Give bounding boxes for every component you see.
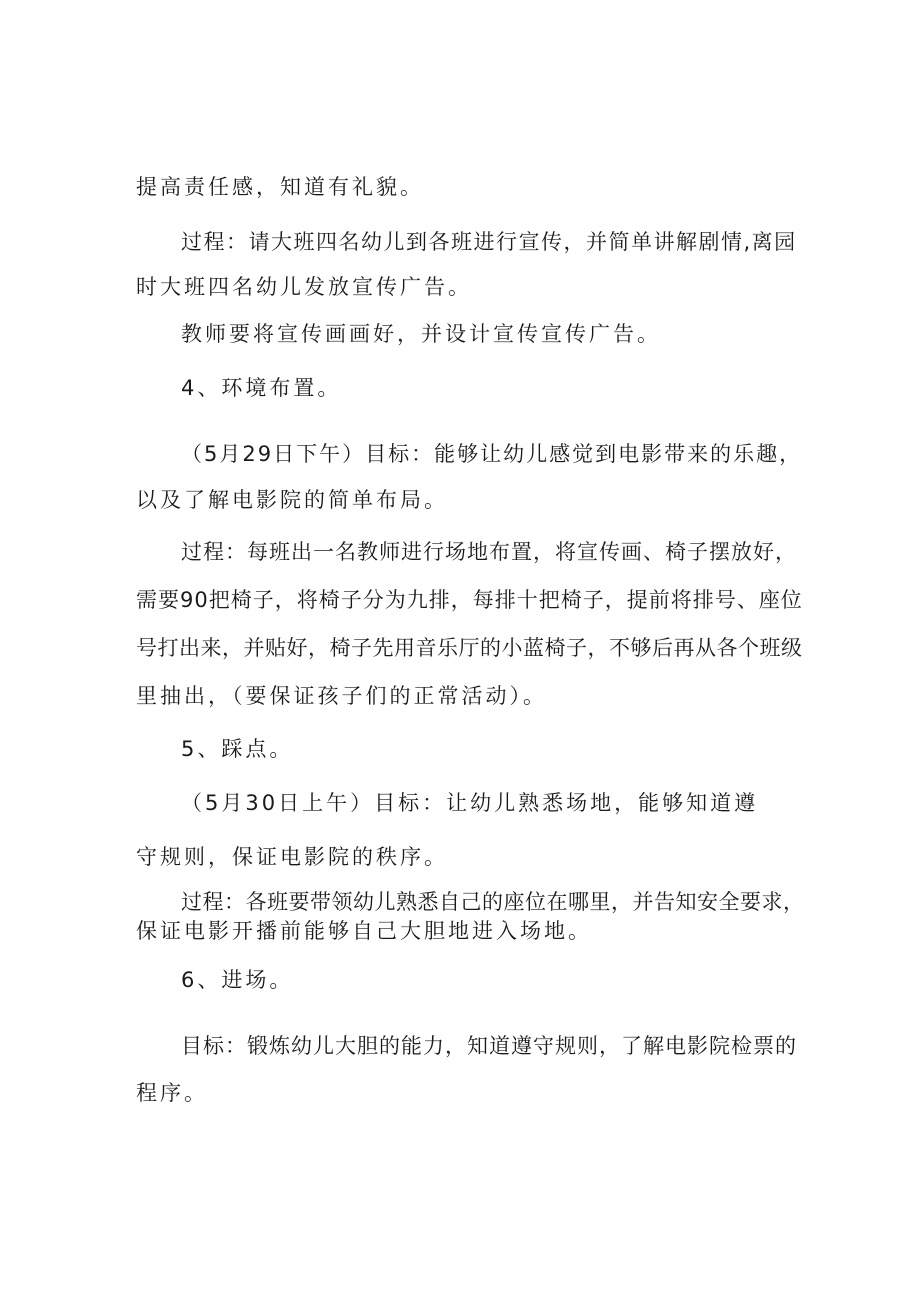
text-line: 过程：各班要带领幼儿熟悉自己的座位在哪里，并告知安全要求， [181,890,805,914]
section-heading: 4、环境布置。 [181,376,342,400]
text-line: 提高责任感，知道有礼貌。 [136,175,424,199]
text-line: 过程：每班出一名教师进行场地布置，将宣传画、椅子摆放好， [181,540,797,564]
text-line: 教师要将宣传画画好，并设计宣传宣传广告。 [181,322,661,346]
text-line: 里抽出，（要保证孩子们的正常活动）。 [136,684,547,708]
section-heading: 6、进场。 [181,968,294,992]
section-heading: 5、踩点。 [181,737,294,761]
text-line: 以及了解电影院的简单布局。 [136,488,448,512]
text-line: 需要90把椅子，将椅子分为九排，每排十把椅子，提前将排号、座位 [136,588,803,612]
text-line: 保证电影开播前能够自己大胆地进入场地。 [136,919,592,943]
text-line: 守规则，保证电影院的秩序。 [136,845,448,869]
text-line: 时大班四名幼儿发放宣传广告。 [136,275,472,299]
text-line: （5月29日下午）目标：能够让幼儿感觉到电影带来的乐趣， [181,442,803,466]
text-line: （5月30日上午）目标：让幼儿熟悉场地，能够知道遵 [181,791,759,815]
text-line: 目标：锻炼幼儿大胆的能力，知道遵守规则，了解电影院检票的 [181,1034,797,1058]
text-line: 号打出来，并贴好，椅子先用音乐厅的小蓝椅子，不够后再从各个班级 [136,636,803,660]
text-line: 程序。 [136,1081,208,1105]
text-line: 过程：请大班四名幼儿到各班进行宣传，并简单讲解剧情,离园 [181,230,797,254]
